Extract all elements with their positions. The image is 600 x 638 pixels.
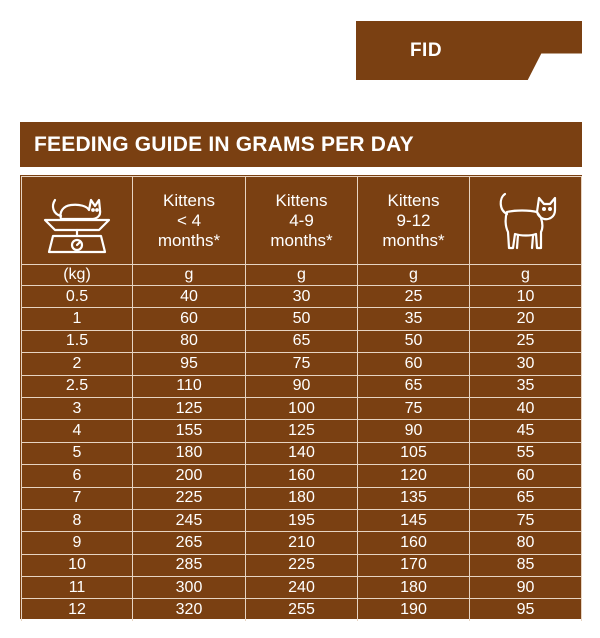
header-line: 9-12 bbox=[396, 210, 431, 230]
grams-cell: 65 bbox=[470, 487, 582, 509]
table-row bbox=[22, 509, 582, 531]
grams-cell: 195 bbox=[246, 509, 358, 531]
grams-cell: 75 bbox=[358, 397, 470, 419]
grams-cell: 200 bbox=[133, 465, 246, 487]
weight-cell: 2.5 bbox=[22, 375, 133, 397]
grams-cell: 90 bbox=[358, 420, 470, 442]
unit-cell: g bbox=[133, 265, 246, 286]
grams-cell: 160 bbox=[246, 465, 358, 487]
grams-cell: 35 bbox=[358, 308, 470, 330]
grams-cell: 20 bbox=[470, 308, 582, 330]
table-header-row bbox=[22, 177, 582, 265]
title-divider bbox=[20, 167, 582, 175]
table-row bbox=[22, 599, 582, 621]
grams-cell: 50 bbox=[358, 330, 470, 352]
header-line: Kittens bbox=[387, 190, 440, 210]
grams-cell: 60 bbox=[133, 308, 246, 330]
grams-cell: 300 bbox=[133, 577, 246, 599]
grams-cell: 190 bbox=[358, 599, 470, 621]
grams-cell: 65 bbox=[246, 330, 358, 352]
grams-cell: 240 bbox=[246, 577, 358, 599]
scale-with-cat-icon bbox=[39, 186, 115, 256]
page-title: FEEDING GUIDE IN GRAMS PER DAY bbox=[34, 133, 414, 156]
weight-cell: 12 bbox=[22, 599, 133, 621]
header-line: Kittens bbox=[275, 190, 328, 210]
grams-cell: 55 bbox=[470, 442, 582, 464]
weight-cell: 5 bbox=[22, 442, 133, 464]
grams-cell: 145 bbox=[358, 509, 470, 531]
grams-cell: 30 bbox=[470, 353, 582, 375]
grams-cell: 140 bbox=[246, 442, 358, 464]
table-row bbox=[22, 532, 582, 554]
adult-cat-header bbox=[470, 177, 582, 265]
grams-cell: 125 bbox=[133, 397, 246, 419]
grams-cell: 210 bbox=[246, 532, 358, 554]
grams-cell: 80 bbox=[133, 330, 246, 352]
grams-cell: 225 bbox=[246, 554, 358, 576]
table-row bbox=[22, 375, 582, 397]
units-row bbox=[22, 265, 582, 286]
table-row bbox=[22, 554, 582, 576]
grams-cell: 25 bbox=[358, 286, 470, 308]
table-row bbox=[22, 487, 582, 509]
weight-cell: 2 bbox=[22, 353, 133, 375]
weight-cell: 10 bbox=[22, 554, 133, 576]
feeding-table bbox=[21, 176, 582, 621]
weight-cell: 3 bbox=[22, 397, 133, 419]
weight-cell: 7 bbox=[22, 487, 133, 509]
grams-cell: 75 bbox=[246, 353, 358, 375]
grams-cell: 90 bbox=[246, 375, 358, 397]
grams-cell: 255 bbox=[246, 599, 358, 621]
grams-cell: 135 bbox=[358, 487, 470, 509]
grams-cell: 10 bbox=[470, 286, 582, 308]
table-row bbox=[22, 330, 582, 352]
table-row bbox=[22, 397, 582, 419]
grams-cell: 50 bbox=[246, 308, 358, 330]
grams-cell: 60 bbox=[470, 465, 582, 487]
adult-cat-icon bbox=[491, 188, 561, 254]
kittens-4-9-header bbox=[246, 177, 358, 265]
grams-cell: 170 bbox=[358, 554, 470, 576]
header-line: months* bbox=[157, 230, 221, 250]
grams-cell: 225 bbox=[133, 487, 246, 509]
grams-cell: 85 bbox=[470, 554, 582, 576]
header-line: < 4 bbox=[176, 210, 202, 230]
table-row bbox=[22, 442, 582, 464]
grams-cell: 30 bbox=[246, 286, 358, 308]
table-row bbox=[22, 465, 582, 487]
grams-cell: 180 bbox=[358, 577, 470, 599]
grams-cell: 265 bbox=[133, 532, 246, 554]
grams-cell: 90 bbox=[470, 577, 582, 599]
unit-cell: g bbox=[246, 265, 358, 286]
header-line: months* bbox=[270, 230, 333, 250]
weight-cell: 9 bbox=[22, 532, 133, 554]
grams-cell: 245 bbox=[133, 509, 246, 531]
grams-cell: 95 bbox=[133, 353, 246, 375]
grams-cell: 120 bbox=[358, 465, 470, 487]
weight-cell: 11 bbox=[22, 577, 133, 599]
grams-cell: 45 bbox=[470, 420, 582, 442]
grams-cell: 160 bbox=[358, 532, 470, 554]
grams-cell: 40 bbox=[470, 397, 582, 419]
grams-cell: 25 bbox=[470, 330, 582, 352]
table-row bbox=[22, 577, 582, 599]
grams-cell: 105 bbox=[358, 442, 470, 464]
weight-column-header bbox=[22, 177, 133, 265]
table-row bbox=[22, 353, 582, 375]
grams-cell: 75 bbox=[470, 509, 582, 531]
grams-cell: 155 bbox=[133, 420, 246, 442]
kittens-9-12-header bbox=[358, 177, 470, 265]
weight-cell: 8 bbox=[22, 509, 133, 531]
grams-cell: 180 bbox=[246, 487, 358, 509]
grams-cell: 80 bbox=[470, 532, 582, 554]
header-line: months* bbox=[382, 230, 445, 250]
unit-cell: g bbox=[470, 265, 582, 286]
grams-cell: 285 bbox=[133, 554, 246, 576]
grams-cell: 95 bbox=[470, 599, 582, 621]
grams-cell: 60 bbox=[358, 353, 470, 375]
kittens-under-4-header bbox=[133, 177, 246, 265]
weight-cell: 6 bbox=[22, 465, 133, 487]
table-row bbox=[22, 308, 582, 330]
feeding-guide-panel bbox=[20, 122, 582, 619]
table-row bbox=[22, 420, 582, 442]
grams-cell: 180 bbox=[133, 442, 246, 464]
unit-cell: g bbox=[358, 265, 470, 286]
unit-cell: (kg) bbox=[22, 265, 133, 286]
grams-cell: 110 bbox=[133, 375, 246, 397]
weight-cell: 0.5 bbox=[22, 286, 133, 308]
header-line: Kittens bbox=[163, 190, 215, 210]
grams-cell: 65 bbox=[358, 375, 470, 397]
fid-tab-label: FID bbox=[409, 39, 443, 61]
grams-cell: 125 bbox=[246, 420, 358, 442]
header-line: 4-9 bbox=[289, 210, 314, 230]
weight-cell: 4 bbox=[22, 420, 133, 442]
weight-cell: 1.5 bbox=[22, 330, 133, 352]
grams-cell: 320 bbox=[133, 599, 246, 621]
table-row bbox=[22, 286, 582, 308]
grams-cell: 35 bbox=[470, 375, 582, 397]
weight-cell: 1 bbox=[22, 308, 133, 330]
grams-cell: 40 bbox=[133, 286, 246, 308]
grams-cell: 100 bbox=[246, 397, 358, 419]
